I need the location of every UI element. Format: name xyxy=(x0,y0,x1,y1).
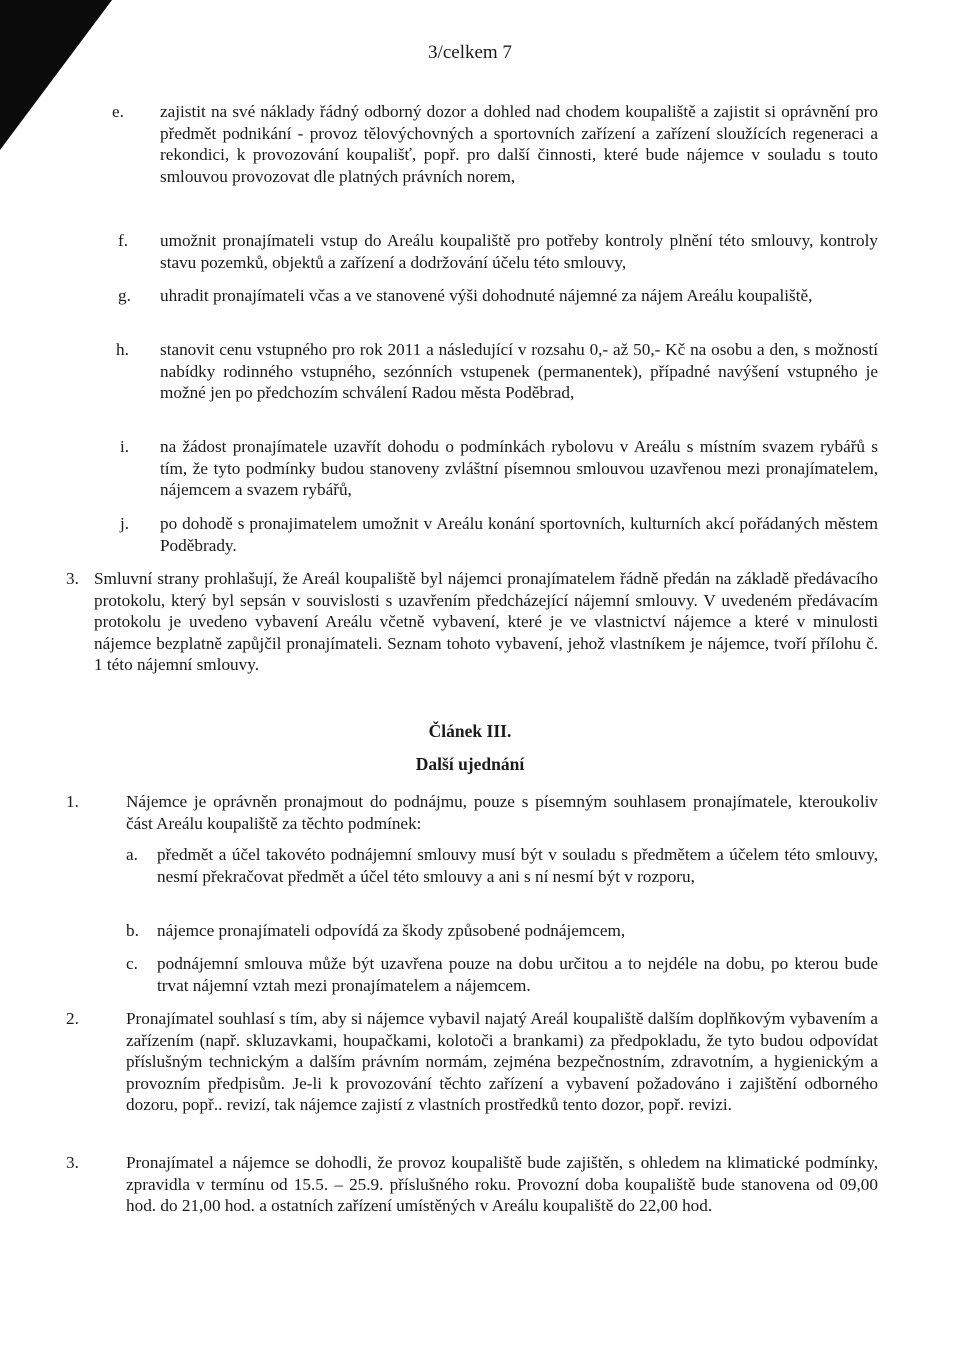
scan-corner-mark xyxy=(0,0,112,150)
section-text: Nájemce je oprávněn pronajmout do podnájmu, pouze s písemným souhlasem pronajímatele, kteroukoliv část Areálu koupaliště za těchto podmínek: xyxy=(126,792,878,833)
list-item-label: h. xyxy=(116,340,129,359)
article-subtitle: Další ujednání xyxy=(415,754,525,774)
list-item-label: e. xyxy=(112,102,124,121)
list-item-label: j. xyxy=(120,514,130,533)
list-item-text: umožnit pronajímateli vstup do Areálu koupaliště pro potřeby kontroly plnění této smlouvy, kontroly stavu pozemků, objektů a zařízení a dodržování účelu této smlouvy, xyxy=(160,231,878,272)
section-text: Pronajímatel a nájemce se dohodli, že provoz koupaliště bude zajištěn, s ohledem na klimatické podmínky, zpravidla v termínu od 15.5. – 25.9. příslušného roku. Provozní doba koupaliště bude stanovena od 09,00 hod. do 21,00 hod. a ostatních zařízení umístěných v Areálu koupaliště do 22,00 hod. xyxy=(126,1153,878,1216)
point-label: 3. xyxy=(66,569,79,588)
subitem-text: nájemce pronajímateli odpovídá za škody způsobené podnájemcem, xyxy=(157,921,626,940)
list-item-text: uhradit pronajímateli včas a ve stanovené výši dohodnuté nájemné za nájem Areálu koupaliště, xyxy=(160,286,813,305)
list-item-text: po dohodě s pronajimatelem umožnit v Areálu konání sportovních, kulturních akcí pořádaných městem Poděbrady. xyxy=(160,514,878,555)
list-item-text: na žádost pronajímatele uzavřít dohodu o podmínkách rybolovu v Areálu s místním svazem rybářů s tím, že tyto podmínky budou stanoveny zvláštní písemnou smlouvou uzavřenou mezi pronajímatelem, nájemcem a svazem rybářů, xyxy=(160,437,878,500)
section-label: 3. xyxy=(66,1153,79,1172)
section-text: Pronajímatel souhlasí s tím, aby si nájemce vybavil najatý Areál koupaliště dalším doplňkovým vybavením a zařízením (např. skluzavkami, houpačkami, kolotoči a brankami) za předpokladu, že tyto budou odpovídat příslušným technickým a dalším právním normám, zejména bezpečnostním, zdravotním, a hygienickým a provozním předpisům. Je-li k provozování těchto zařízení a vybavení požadováno i zajištění odborného dozoru, popř.. revizí, tak nájemce zajistí z vlastních prostředků tento dozor, popř. revizi. xyxy=(126,1009,878,1115)
section-label: 2. xyxy=(66,1009,79,1028)
page-number-header: 3/celkem 7 xyxy=(428,42,512,63)
subitem-text: podnájemní smlouva může být uzavřena pouze na dobu určitou a to nejdéle na dobu, po kterou bude trvat nájemní vztah mezi pronajímatelem a nájemcem. xyxy=(157,954,878,995)
list-item-text: zajistit na své náklady řádný odborný dozor a dohled nad chodem koupaliště a zajistit si oprávnění pro předmět podnikání - provoz tělovýchovných a sportovních zařízení a zařízení sloužících regeneraci a rekondici, k provozování koupališť, popř. pro další činnosti, které bude nájemce v souladu s touto smlouvou provozovat dle platných právních norem, xyxy=(160,102,878,186)
point-text: Smluvní strany prohlašují, že Areál koupaliště byl nájemci pronajímatelem řádně předán na základě předávacího protokolu, který byl sepsán v souvislosti s uzavřením předcházející nájemní smlouvy. V uvedeném předávacím protokolu je uvedeno vybavení Areálu včetně vybavení, které je ve vlastnictví nájemce a které v minulosti nájemce bezplatně zapůjčil pronajímateli. Seznam tohoto vybavení, jehož vlastníkem je nájemce, tvoří přílohu č. 1 této nájemní smlouvy. xyxy=(94,569,878,675)
subitem-label: a. xyxy=(126,845,138,864)
section-label: 1. xyxy=(66,792,79,811)
subitem-text: předmět a účel takovéto podnájemní smlouvy musí být v souladu s předmětem a účelem této smlouvy, nesmí překračovat předmět a účel této smlouvy a ani s ní nesmí být v rozporu, xyxy=(157,845,878,886)
list-item-label: f. xyxy=(118,231,129,250)
subitem-label: c. xyxy=(126,954,138,973)
article-title: Článek III. xyxy=(428,721,512,741)
subitem-label: b. xyxy=(126,921,139,940)
list-item-label: i. xyxy=(120,437,130,456)
list-item-text: stanovit cenu vstupného pro rok 2011 a následující v rozsahu 0,- až 50,- Kč na osobu a den, s možností nabídky rodinného vstupného, sezónních vstupenek (permanentek), případné navýšení vstupného je možné jen po předchozím schválení Radou města Poděbrad, xyxy=(160,340,878,403)
list-item-label: g. xyxy=(118,286,131,305)
